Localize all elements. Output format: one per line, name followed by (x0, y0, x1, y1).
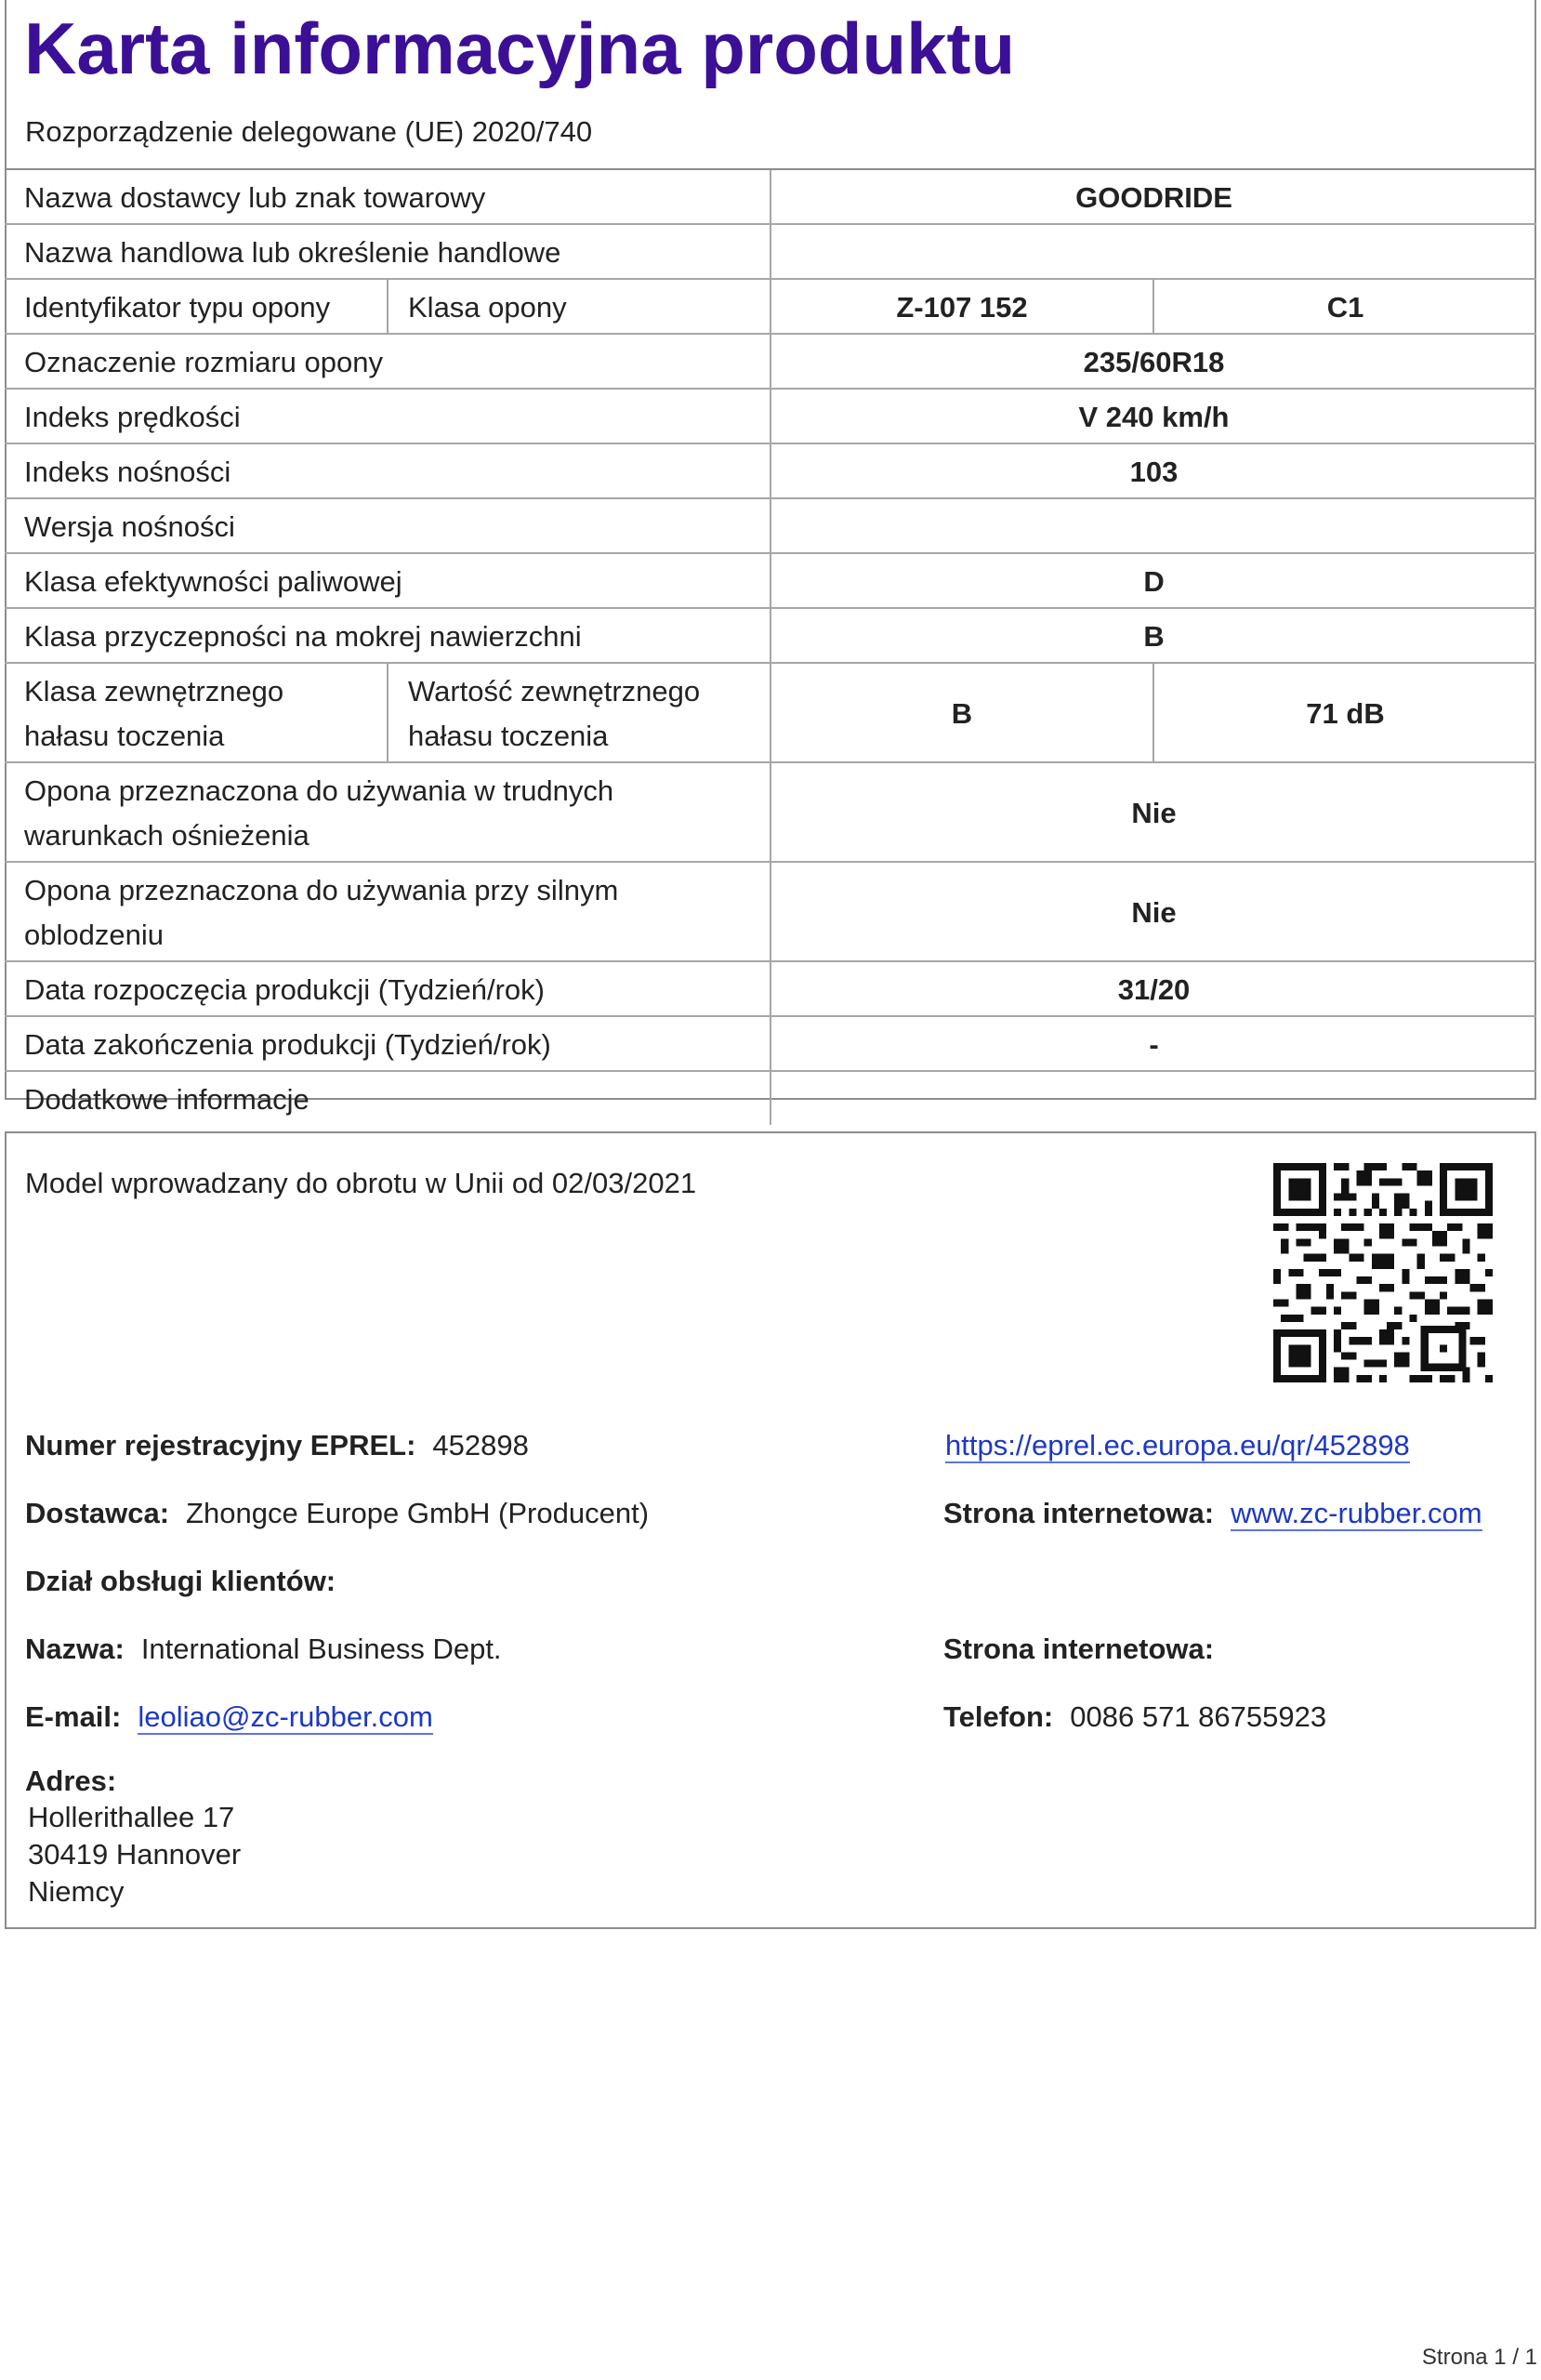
supplier-info-label: Dostawca: (25, 1497, 170, 1529)
table-row (5, 170, 1536, 224)
noise-class-value: B (770, 663, 1153, 762)
fuel-efficiency-value: D (770, 553, 1536, 608)
table-row (5, 608, 1536, 663)
table-row (5, 663, 1536, 762)
market-date: Model wprowadzany do obrotu w Unii od 02/03/2021 (25, 1167, 697, 1199)
table-row (5, 862, 1536, 961)
table-row (5, 1071, 1536, 1125)
production-start-value: 31/20 (770, 961, 1536, 1016)
ice-label: Opona przeznaczona do używania przy silnym oblodzeniu (5, 862, 770, 961)
supplier-label: Nazwa dostawcy lub znak towarowy (5, 170, 770, 224)
supplier-value: GOODRIDE (770, 170, 1536, 224)
address-heading (25, 1763, 133, 1800)
table-row (5, 1016, 1536, 1071)
supplier-info-value: Zhongce Europe GmbH (Producent) (186, 1497, 650, 1529)
customer-service-heading (25, 1563, 352, 1600)
eprel-link-row (945, 1427, 1410, 1464)
address-line: 30419 Hannover (28, 1838, 242, 1871)
email-row (25, 1699, 433, 1736)
eprel-link[interactable]: https://eprel.ec.europa.eu/qr/452898 (945, 1429, 1410, 1461)
speed-index-value: V 240 km/h (770, 389, 1536, 443)
customer-service-label: Dział obsługi klientów: (25, 1565, 336, 1597)
noise-value-label: Wartość zewnętrznego hałasu toczenia (388, 663, 770, 762)
additional-info-value (770, 1071, 1536, 1125)
size-label: Oznaczenie rozmiaru opony (5, 334, 770, 389)
wet-grip-value: B (770, 608, 1536, 663)
tyre-class-value: C1 (1153, 279, 1536, 334)
table-row (5, 553, 1536, 608)
supplier-row (25, 1495, 649, 1532)
eprel-label: Numer rejestracyjny EPREL: (25, 1429, 416, 1461)
table-row (5, 443, 1536, 498)
size-value: 235/60R18 (770, 334, 1536, 389)
cs-website-label: Strona internetowa: (943, 1633, 1215, 1665)
address-line: Hollerithallee 17 (28, 1801, 235, 1833)
fuel-efficiency-label: Klasa efektywności paliwowej (5, 553, 770, 608)
table-row (5, 961, 1536, 1016)
name-value: International Business Dept. (140, 1633, 502, 1665)
table-row (5, 279, 1536, 334)
production-end-label: Data zakończenia produkcji (Tydzień/rok) (5, 1016, 770, 1071)
noise-value-value: 71 dB (1153, 663, 1536, 762)
tyre-info-table (5, 170, 1536, 1125)
table-row (5, 334, 1536, 389)
address-block (28, 1799, 241, 1911)
website-link[interactable]: www.zc-rubber.com (1231, 1497, 1482, 1529)
phone-label: Telefon: (943, 1700, 1054, 1733)
table-row (5, 389, 1536, 443)
trade-name-value (770, 224, 1536, 279)
email-label: E-mail: (25, 1700, 122, 1733)
snow-label: Opona przeznaczona do używania w trudnych warunkach ośnieżenia (5, 762, 770, 862)
eprel-value: 452898 (432, 1429, 529, 1461)
production-start-label: Data rozpoczęcia produkcji (Tydzień/rok) (5, 961, 770, 1016)
trade-name-label: Nazwa handlowa lub określenie handlowe (5, 224, 770, 279)
type-id-value: Z-107 152 (770, 279, 1153, 334)
page-title: Karta informacyjna produktu (24, 7, 1016, 89)
table-row (5, 498, 1536, 553)
load-index-value: 103 (770, 443, 1536, 498)
address-line: Niemcy (28, 1875, 125, 1908)
name-row (25, 1631, 502, 1668)
type-id-label: Identyfikator typu opony (5, 279, 388, 334)
name-label: Nazwa: (25, 1633, 125, 1665)
snow-value: Nie (770, 762, 1536, 862)
load-version-label: Wersja nośności (5, 498, 770, 553)
phone-row (943, 1699, 1326, 1736)
regulation-subtitle: Rozporządzenie delegowane (UE) 2020/740 (25, 115, 593, 148)
tyre-class-label: Klasa opony (388, 279, 770, 334)
website-label: Strona internetowa: (943, 1497, 1215, 1529)
eprel-row (25, 1427, 529, 1464)
qr-code-icon[interactable] (1273, 1163, 1493, 1382)
phone-value: 0086 571 86755923 (1070, 1700, 1327, 1733)
cs-website-row (943, 1631, 1231, 1668)
ice-value: Nie (770, 862, 1536, 961)
wet-grip-label: Klasa przyczepności na mokrej nawierzchni (5, 608, 770, 663)
website-row (943, 1495, 1482, 1532)
table-row (5, 224, 1536, 279)
production-end-value: - (770, 1016, 1536, 1071)
address-label: Adres: (25, 1765, 117, 1797)
page-number: Strona 1 / 1 (1421, 2345, 1537, 2370)
load-index-label: Indeks nośności (5, 443, 770, 498)
speed-index-label: Indeks prędkości (5, 389, 770, 443)
additional-info-label: Dodatkowe informacje (5, 1071, 770, 1125)
noise-class-label: Klasa zewnętrznego hałasu toczenia (5, 663, 388, 762)
load-version-value (770, 498, 1536, 553)
table-row (5, 762, 1536, 862)
email-link[interactable]: leoliao@zc-rubber.com (138, 1700, 433, 1733)
